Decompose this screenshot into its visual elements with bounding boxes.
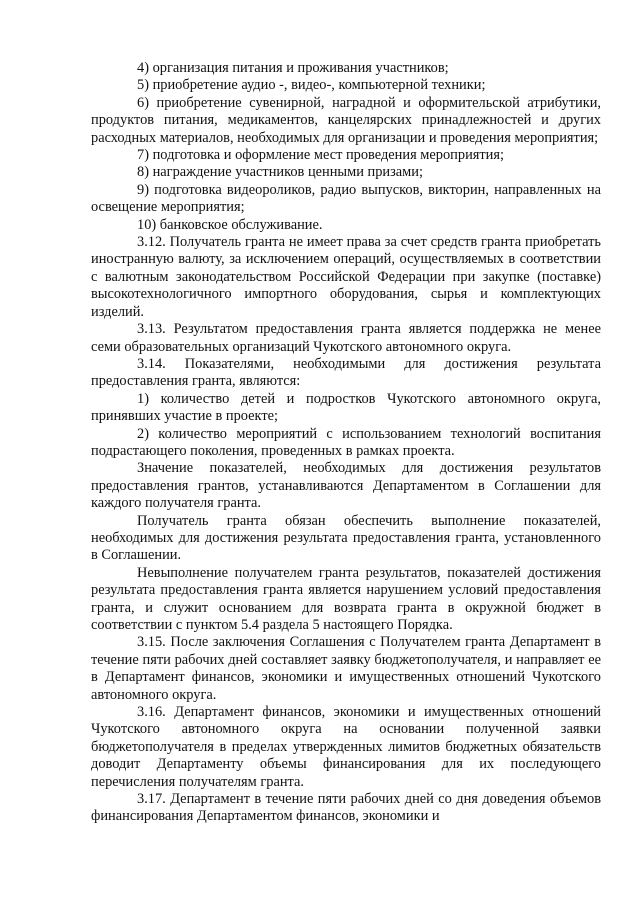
list-item-10-banking: 10) банковское обслуживание. (137, 216, 323, 233)
indicator-item-1: 1) количество детей и подростков Чукотского автономного округа, принявших участие в проекте; (91, 390, 601, 425)
list-item-7-venue: 7) подготовка и оформление мест проведения мероприятия; (137, 147, 505, 164)
list-item-8-prizes: 8) награждение участников ценными призами; (137, 164, 423, 181)
clause-3-17: 3.17. Департамент в течение пяти рабочих дней со дня доведения объемов финансирования Департаментом финансов, экономики и (91, 791, 601, 825)
recipient-obligation-paragraph: Получатель гранта обязан обеспечить выполнение показателей, необходимых для достижения результата предоставления гранта, установленного в Соглашении. (91, 512, 601, 564)
clause-3-15: 3.15. После заключения Соглашения с Получателем гранта Департамент в течение пяти рабочих дней составляет заявку бюджетополучателя, и направляет ее в Департамент финансов, экономики и имущественных отношений Чукотского автономного округа. (91, 634, 601, 703)
indicator-values-paragraph: Значение показателей, необходимых для достижения результатов предоставления грантов, устанавливаются Департаментом в Соглашении для каждого получателя гранта. (91, 460, 601, 512)
clause-3-16: 3.16. Департамент финансов, экономики и имущественных отношений Чукотского автономного округа на основании полученной заявки бюджетополучателя в пределах утвержденных лимитов бюджетных обязательств доводит Департаменту объемы финансирования для их последующего перечисления получателям гранта. (91, 704, 601, 790)
list-item-9-videos: 9) подготовка видеороликов, радио выпусков, викторин, направленных на освещение мероприятия; (91, 181, 601, 216)
clause-3-14: 3.14. Показателями, необходимыми для достижения результата предоставления гранта, являются: (91, 355, 601, 390)
non-fulfillment-paragraph: Невыполнение получателем гранта результатов, показателей достижения результата предоставления гранта является нарушением условий предоставления гранта, и служит основанием для возврата гранта в окружной бюджет в соответствии с пунктом 5.4 раздела 5 настоящего Порядка. (91, 564, 601, 633)
clause-3-13: 3.13. Результатом предоставления гранта является поддержка не менее семи образовательных организаций Чукотского автономного округа. (91, 321, 601, 355)
list-item-6-souvenirs: 6) приобретение сувенирной, наградной и оформительской атрибутики, продуктов питания, медикаментов, канцелярских принадлежностей и других расходных материалов, необходимых для организации и проведения мероприятия; (91, 94, 601, 146)
clause-3-12: 3.12. Получатель гранта не имеет права за счет средств гранта приобретать иностранную валюту, за исключением операций, осуществляемых в соответствии с валютным законодательством Российской Федерации при закупке (поставке) высокотехнологичного импортного оборудования, сырья и комплектующих изделий. (91, 234, 601, 320)
list-item-4-catering: 4) организация питания и проживания участников; (137, 60, 449, 76)
document-page (91, 60, 601, 826)
indicator-item-2: 2) количество мероприятий с использованием технологий воспитания подрастающего поколения, проведенных в рамках проекта. (91, 425, 601, 459)
list-item-5-equipment: 5) приобретение аудио -, видео-, компьютерной техники; (137, 77, 486, 94)
